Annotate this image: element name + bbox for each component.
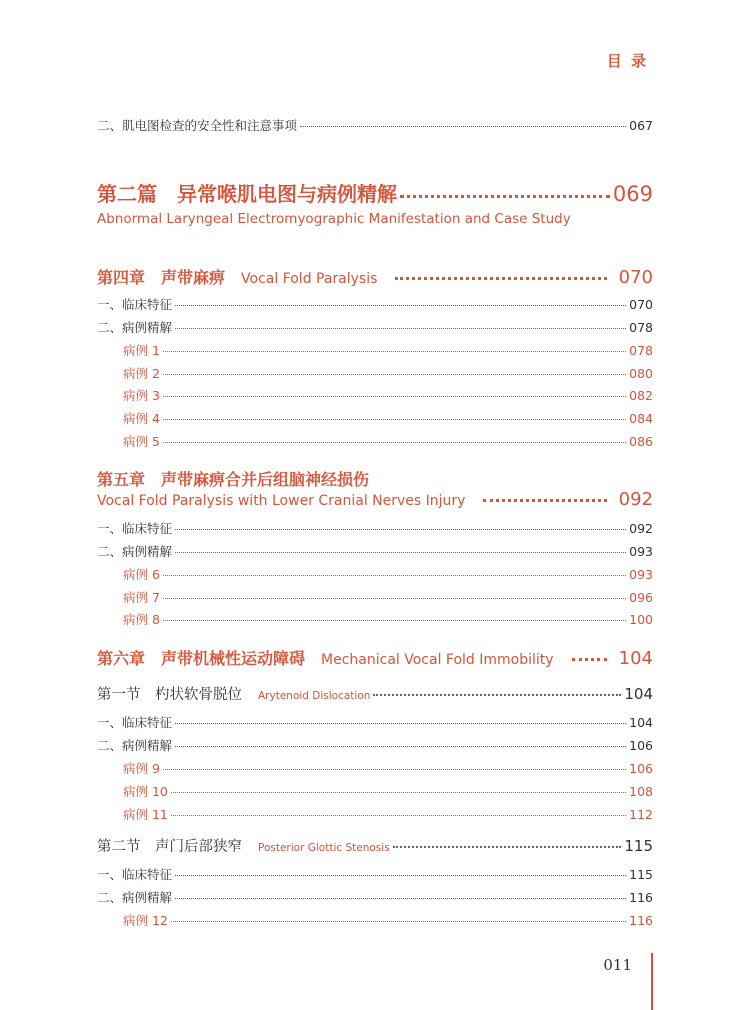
toc-entry[interactable] <box>97 713 653 731</box>
dot-leader <box>175 328 626 329</box>
case-page: 108 <box>629 784 653 799</box>
case-page: 112 <box>629 807 653 822</box>
chapter-heading-5[interactable] <box>97 489 653 510</box>
section-heading-2[interactable] <box>97 835 653 856</box>
dot-leader <box>373 694 621 696</box>
toc-entry[interactable] <box>97 888 653 906</box>
dot-leader <box>175 529 626 530</box>
dot-leader <box>175 898 626 899</box>
toc-entry-label: 一、临床特征 <box>97 715 173 730</box>
dot-leader <box>171 921 626 922</box>
dot-leader <box>171 815 626 816</box>
dot-leader <box>572 658 607 661</box>
case-entry[interactable] <box>123 805 653 823</box>
toc-entry[interactable] <box>97 519 653 537</box>
section-page: 115 <box>624 837 653 855</box>
dot-leader <box>175 305 626 306</box>
case-label: 病例 3 <box>123 388 160 403</box>
case-entry[interactable] <box>123 782 653 800</box>
header-title: 目 录 <box>606 52 648 70</box>
case-entry[interactable] <box>123 759 653 777</box>
case-label: 病例 11 <box>123 807 168 822</box>
case-entry[interactable] <box>123 364 653 382</box>
dot-leader <box>163 575 626 576</box>
toc-entry-page: 070 <box>629 297 653 312</box>
case-page: 082 <box>629 388 653 403</box>
case-label: 病例 12 <box>123 913 168 928</box>
case-page: 093 <box>629 567 653 582</box>
chapter-heading-4[interactable] <box>97 265 653 288</box>
case-entry[interactable] <box>123 610 653 628</box>
toc-entry-page: 078 <box>629 320 653 335</box>
case-label: 病例 7 <box>123 590 160 605</box>
dot-leader <box>163 374 626 375</box>
toc-entry-page: 092 <box>629 521 653 536</box>
dot-leader <box>163 396 626 397</box>
toc-entry-label: 二、病例精解 <box>97 738 173 753</box>
dot-leader <box>300 126 626 127</box>
case-label: 病例 2 <box>123 366 160 381</box>
dot-leader <box>175 875 626 876</box>
dot-leader <box>175 723 626 724</box>
toc-entry-page: 104 <box>629 715 653 730</box>
part-title: 第二篇 异常喉肌电图与病例精解 <box>97 182 397 206</box>
toc-entry-page: 106 <box>629 738 653 753</box>
case-page: 078 <box>629 343 653 358</box>
dot-leader <box>171 792 626 793</box>
section-title: 第一节 杓状软骨脱位 <box>97 687 242 703</box>
part-heading[interactable] <box>97 178 653 207</box>
toc-entry-page: 067 <box>629 118 653 133</box>
case-entry[interactable] <box>123 386 653 404</box>
section-page: 104 <box>624 685 653 703</box>
toc-entry-label: 二、肌电图检查的安全性和注意事项 <box>97 118 298 133</box>
chapter-english-title: Vocal Fold Paralysis with Lower Cranial Nerves Injury <box>97 493 466 509</box>
dot-leader <box>163 419 626 420</box>
dot-leader <box>175 552 626 553</box>
toc-entry-label: 一、临床特征 <box>97 297 173 312</box>
part-subtitle: Abnormal Laryngeal Electromyographic Manifestation and Case Study <box>97 211 571 227</box>
chapter-title: 第六章 声带机械性运动障碍 <box>97 649 306 668</box>
toc-entry-page: 093 <box>629 544 653 559</box>
chapter-english-title: Mechanical Vocal Fold Immobility <box>321 652 554 668</box>
case-entry[interactable] <box>123 565 653 583</box>
dot-leader <box>395 277 606 280</box>
dot-leader <box>163 351 626 352</box>
chapter-page: 092 <box>618 489 653 510</box>
dot-leader <box>400 195 610 198</box>
case-label: 病例 6 <box>123 567 160 582</box>
case-page: 106 <box>629 761 653 776</box>
section-english-title: Arytenoid Dislocation <box>258 690 371 702</box>
dot-leader <box>163 620 626 621</box>
case-label: 病例 9 <box>123 761 160 776</box>
page-edge-rule <box>651 953 653 1010</box>
case-entry[interactable] <box>123 911 653 929</box>
case-label: 病例 10 <box>123 784 168 799</box>
chapter-title: 第五章 声带麻痹合并后组脑神经损伤 <box>97 470 370 489</box>
dot-leader <box>163 769 626 770</box>
case-label: 病例 1 <box>123 343 160 358</box>
toc-entry-label: 一、临床特征 <box>97 521 173 536</box>
chapter-page: 104 <box>618 648 653 669</box>
chapter-page: 070 <box>618 267 653 288</box>
case-entry[interactable] <box>123 588 653 606</box>
chapter-heading-6[interactable] <box>97 646 653 669</box>
toc-entry[interactable] <box>97 736 653 754</box>
toc-entry-label: 一、临床特征 <box>97 867 173 882</box>
case-label: 病例 8 <box>123 612 160 627</box>
dot-leader <box>163 442 626 443</box>
case-page: 116 <box>629 913 653 928</box>
section-heading-1[interactable] <box>97 683 653 704</box>
part-page: 069 <box>612 182 653 206</box>
toc-entry[interactable] <box>97 865 653 883</box>
case-page: 086 <box>629 434 653 449</box>
toc-entry[interactable] <box>97 542 653 560</box>
chapter-english-title: Vocal Fold Paralysis <box>241 271 378 287</box>
case-page: 100 <box>629 612 653 627</box>
page-number: 011 <box>603 956 632 974</box>
toc-entry[interactable] <box>97 318 653 336</box>
toc-entry[interactable] <box>97 295 653 313</box>
toc-entry-label: 二、病例精解 <box>97 890 173 905</box>
dot-leader <box>393 846 622 848</box>
case-label: 病例 5 <box>123 434 160 449</box>
toc-entry[interactable] <box>97 116 653 134</box>
chapter-title: 第四章 声带麻痹 <box>97 268 226 287</box>
toc-entry-page: 115 <box>629 867 653 882</box>
section-title: 第二节 声门后部狭窄 <box>97 839 242 855</box>
case-page: 084 <box>629 411 653 426</box>
toc-entry-page: 116 <box>629 890 653 905</box>
case-page: 096 <box>629 590 653 605</box>
case-entry[interactable] <box>123 409 653 427</box>
toc-entry-label: 二、病例精解 <box>97 544 173 559</box>
case-entry[interactable] <box>123 432 653 450</box>
case-entry[interactable] <box>123 341 653 359</box>
section-english-title: Posterior Glottic Stenosis <box>258 842 390 854</box>
dot-leader <box>163 598 626 599</box>
case-label: 病例 4 <box>123 411 160 426</box>
case-page: 080 <box>629 366 653 381</box>
toc-entry-label: 二、病例精解 <box>97 320 173 335</box>
dot-leader <box>175 746 626 747</box>
dot-leader <box>483 499 606 502</box>
